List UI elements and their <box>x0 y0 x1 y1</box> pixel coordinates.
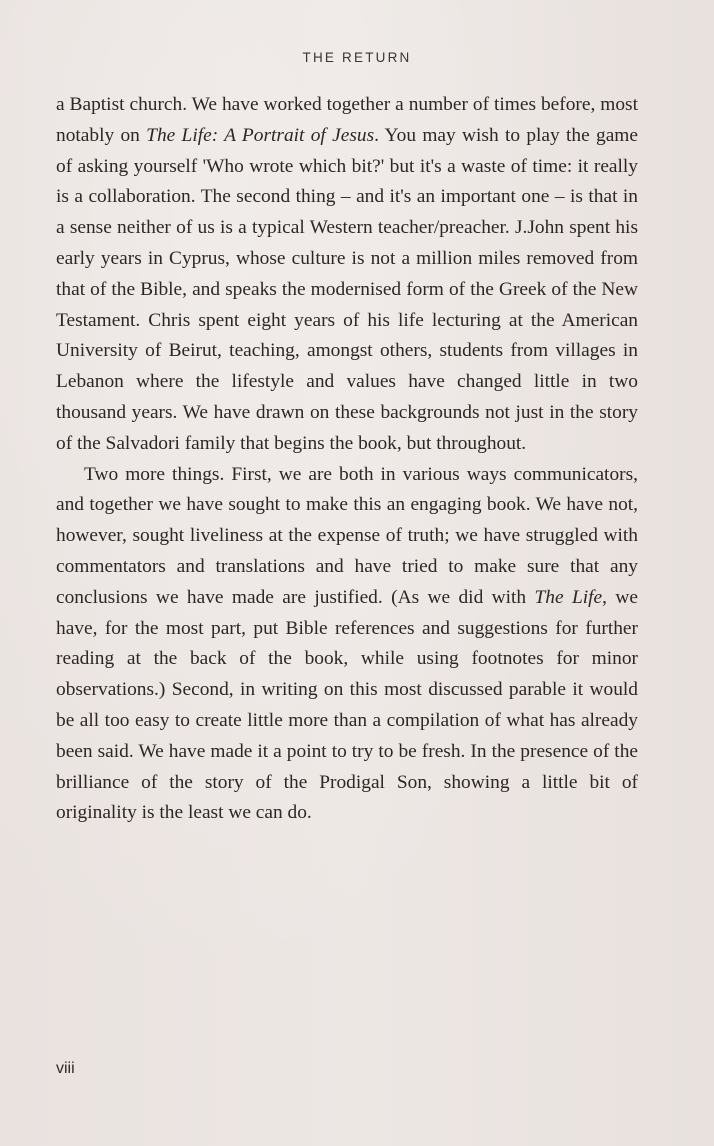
book-title-the-life-portrait: The Life: A Portrait of Jesus <box>146 124 375 146</box>
page-number: viii <box>56 1060 75 1077</box>
paragraph-2-lead: Two more things. First, we are both in various ways communicators, and together we have sought to make this an engaging book. We have not, however, sought liveliness at the expense of truth; we have struggled with commentators and translations and have tried to make sure that any conclusions we have made are justified. (As we did with <box>56 463 638 608</box>
body-text <box>56 90 638 829</box>
running-head: THE RETURN <box>302 50 412 65</box>
paragraph-1-tail: . You may wish to play the game of asking yourself 'Who wrote which bit?' but it's a waste of time: it really is a collaboration. The second thing – and it's an important one – is that in a sense neither of us is a typical Western teacher/preacher. J.John spent his early years in Cyprus, whose culture is not a million miles removed from that of the Bible, and speaks the modernised form of the Greek of the New Testament. Chris spent eight years of his life lecturing at the American University of Beirut, teaching, amongst others, students from villages in Lebanon where the lifestyle and values have changed little in two thousand years. We have drawn on these backgrounds not just in the story of the Salvadori family that begins the book, but throughout. <box>56 124 638 454</box>
paragraph-1 <box>56 90 638 460</box>
paragraph-2 <box>56 460 638 830</box>
paragraph-2-tail: , we have, for the most part, put Bible references and suggestions for further reading at the back of the book, while using footnotes for minor observations.) Second, in writing on this most discussed parable it would be all too easy to create little more than a compilation of what has already been said. We have made it a point to try to be fresh. In the presence of the brilliance of the story of the Prodigal Son, showing a little bit of originality is the least we can do. <box>56 586 638 824</box>
book-title-the-life: The Life <box>534 586 603 608</box>
paragraph-1-lead: a Baptist church. We have worked together a number of times before, most notably on <box>56 94 638 146</box>
